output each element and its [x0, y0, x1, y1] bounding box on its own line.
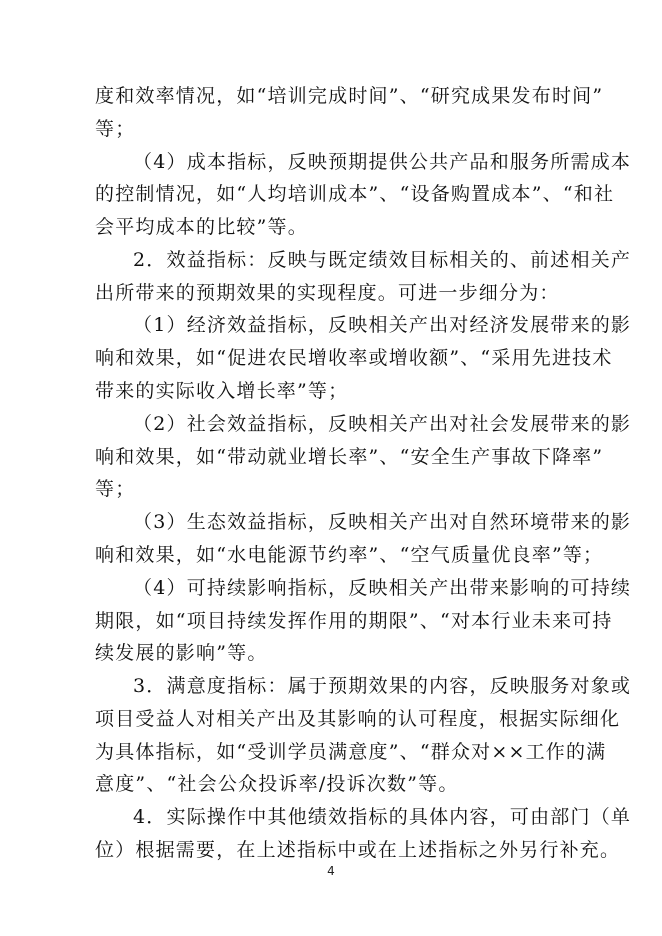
- text-line: 响和效果，如“水电能源节约率”、“空气质量优良率”等；: [95, 544, 604, 566]
- text-line: 位）根据需要，在上述指标中或在上述指标之外另行补充。: [95, 839, 621, 861]
- text-line: 会平均成本的比较”等。: [95, 216, 308, 238]
- page-number: 4: [327, 864, 335, 878]
- text-line: 带来的实际收入增长率”等；: [95, 380, 349, 402]
- text-line: 项目受益人对相关产出及其影响的认可程度，根据实际细化: [95, 708, 621, 730]
- text-line: 的控制情况，如“人均培训成本”、“设备购置成本”、“和社: [95, 183, 615, 205]
- text-line: 度和效率情况，如“培训完成时间”、“研究成果发布时间”: [95, 85, 604, 107]
- text-line: 续发展的影响”等。: [95, 642, 268, 664]
- text-line: 响和效果，如“带动就业增长率”、“安全生产事故下降率”: [95, 446, 604, 468]
- text-line: 2．效益指标：反映与既定绩效目标相关的、前述相关产: [133, 249, 632, 271]
- text-line: 等；: [95, 478, 136, 500]
- text-line: 响和效果，如“促进农民增收率或增收额”、“采用先进技术: [95, 347, 613, 369]
- text-line: 意度”、“社会公众投诉率/投诉次数”等。: [95, 773, 459, 795]
- text-line: （1）经济效益指标，反映相关产出对经济发展带来的影: [133, 314, 632, 336]
- text-line: 为具体指标，如“受训学员满意度”、“群众对××工作的满: [95, 741, 607, 763]
- text-line: 期限，如“项目持续发挥作用的期限”、“对本行业未来可持: [95, 610, 613, 632]
- text-line: 4．实际操作中其他绩效指标的具体内容，可由部门（单: [133, 806, 632, 828]
- text-line: （3）生态效益指标，反映相关产出对自然环境带来的影: [133, 511, 632, 533]
- text-line: 3．满意度指标：属于预期效果的内容，反映服务对象或: [133, 675, 632, 697]
- text-line: 出所带来的预期效果的实现程度。可进一步细分为：: [95, 282, 560, 304]
- text-line: 等；: [95, 118, 136, 140]
- text-line: （4）可持续影响指标，反映相关产出带来影响的可持续: [133, 577, 632, 599]
- text-line: （2）社会效益指标，反映相关产出对社会发展带来的影: [133, 413, 632, 435]
- text-line: （4）成本指标，反映预期提供公共产品和服务所需成本: [133, 151, 632, 173]
